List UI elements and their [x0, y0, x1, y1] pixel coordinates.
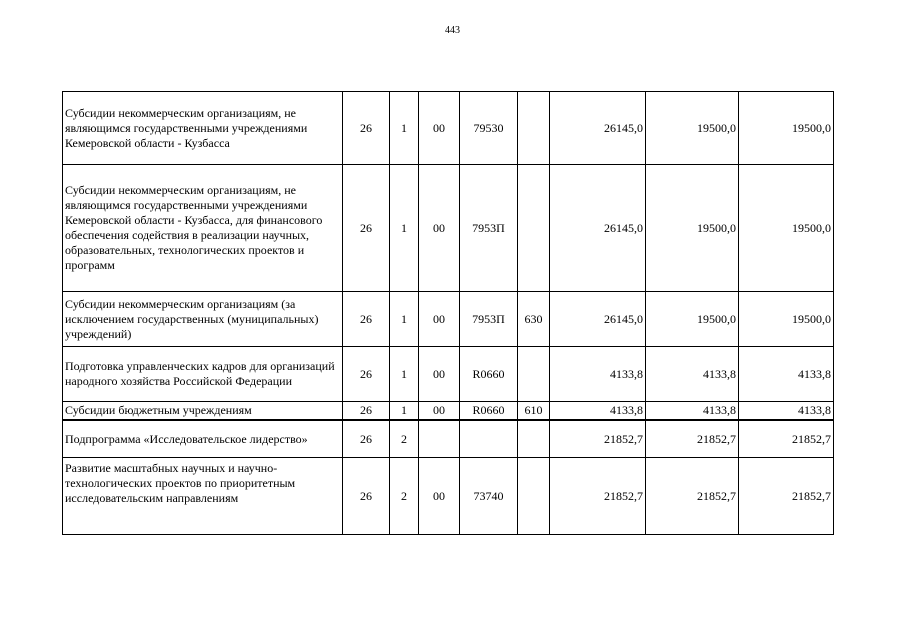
amount-year-3: 4133,8: [739, 402, 834, 421]
table-row: [63, 292, 834, 347]
program-code: 1: [390, 347, 419, 402]
amount-year-1: 26145,0: [550, 292, 646, 347]
ministry-code: 26: [343, 458, 390, 535]
row-name: Подпрограмма «Исследовательское лидерство»: [63, 420, 343, 458]
ministry-code: 26: [343, 292, 390, 347]
subprogram-code: [419, 420, 460, 458]
target-article-code: R0660: [460, 347, 518, 402]
subprogram-code: 00: [419, 347, 460, 402]
expense-type-code: [518, 347, 550, 402]
table-row: [63, 458, 834, 535]
row-name: Развитие масштабных научных и научно-технологических проектов по приоритетным исследовательским направлениям: [63, 458, 343, 535]
target-article-code: 73740: [460, 458, 518, 535]
expense-type-code: 630: [518, 292, 550, 347]
target-article-code: 7953П: [460, 292, 518, 347]
ministry-code: 26: [343, 347, 390, 402]
row-name: Субсидии бюджетным учреждениям: [63, 402, 343, 421]
expense-type-code: [518, 165, 550, 292]
amount-year-2: 19500,0: [646, 292, 739, 347]
amount-year-3: 19500,0: [739, 292, 834, 347]
amount-year-3: 21852,7: [739, 458, 834, 535]
amount-year-2: 21852,7: [646, 420, 739, 458]
budget-table: [62, 91, 834, 535]
table-row: [63, 402, 834, 421]
program-code: 1: [390, 292, 419, 347]
amount-year-3: 19500,0: [739, 165, 834, 292]
program-code: 1: [390, 165, 419, 292]
row-name: Подготовка управленческих кадров для организаций народного хозяйства Российской Федерации: [63, 347, 343, 402]
amount-year-1: 21852,7: [550, 458, 646, 535]
ministry-code: 26: [343, 420, 390, 458]
ministry-code: 26: [343, 165, 390, 292]
table-row: [63, 420, 834, 458]
target-article-code: R0660: [460, 402, 518, 421]
row-name: Субсидии некоммерческим организациям, не являющимся государственными учреждениями Кемеровской области - Кузбасса: [63, 92, 343, 165]
subprogram-code: 00: [419, 165, 460, 292]
ministry-code: 26: [343, 92, 390, 165]
expense-type-code: [518, 458, 550, 535]
amount-year-1: 4133,8: [550, 347, 646, 402]
target-article-code: 79530: [460, 92, 518, 165]
page-number: 443: [445, 25, 460, 36]
amount-year-2: 4133,8: [646, 402, 739, 421]
amount-year-1: 21852,7: [550, 420, 646, 458]
amount-year-3: 19500,0: [739, 92, 834, 165]
subprogram-code: 00: [419, 292, 460, 347]
program-code: 2: [390, 420, 419, 458]
amount-year-3: 21852,7: [739, 420, 834, 458]
amount-year-1: 4133,8: [550, 402, 646, 421]
subprogram-code: 00: [419, 92, 460, 165]
expense-type-code: [518, 92, 550, 165]
amount-year-2: 19500,0: [646, 92, 739, 165]
table-row: [63, 347, 834, 402]
table-row: [63, 92, 834, 165]
expense-type-code: 610: [518, 402, 550, 421]
row-name: Субсидии некоммерческим организациям (за исключением государственных (муниципальных) учреждений): [63, 292, 343, 347]
target-article-code: 7953П: [460, 165, 518, 292]
expense-type-code: [518, 420, 550, 458]
amount-year-1: 26145,0: [550, 165, 646, 292]
amount-year-2: 19500,0: [646, 165, 739, 292]
row-name: Субсидии некоммерческим организациям, не являющимся государственными учреждениями Кемеровской области - Кузбасса, для финансового обеспечения содействия в реализации научных, образовательных, технологических проектов и программ: [63, 165, 343, 292]
table-row: [63, 165, 834, 292]
ministry-code: 26: [343, 402, 390, 421]
amount-year-2: 4133,8: [646, 347, 739, 402]
target-article-code: [460, 420, 518, 458]
amount-year-2: 21852,7: [646, 458, 739, 535]
program-code: 1: [390, 92, 419, 165]
amount-year-3: 4133,8: [739, 347, 834, 402]
subprogram-code: 00: [419, 402, 460, 421]
amount-year-1: 26145,0: [550, 92, 646, 165]
program-code: 1: [390, 402, 419, 421]
subprogram-code: 00: [419, 458, 460, 535]
program-code: 2: [390, 458, 419, 535]
